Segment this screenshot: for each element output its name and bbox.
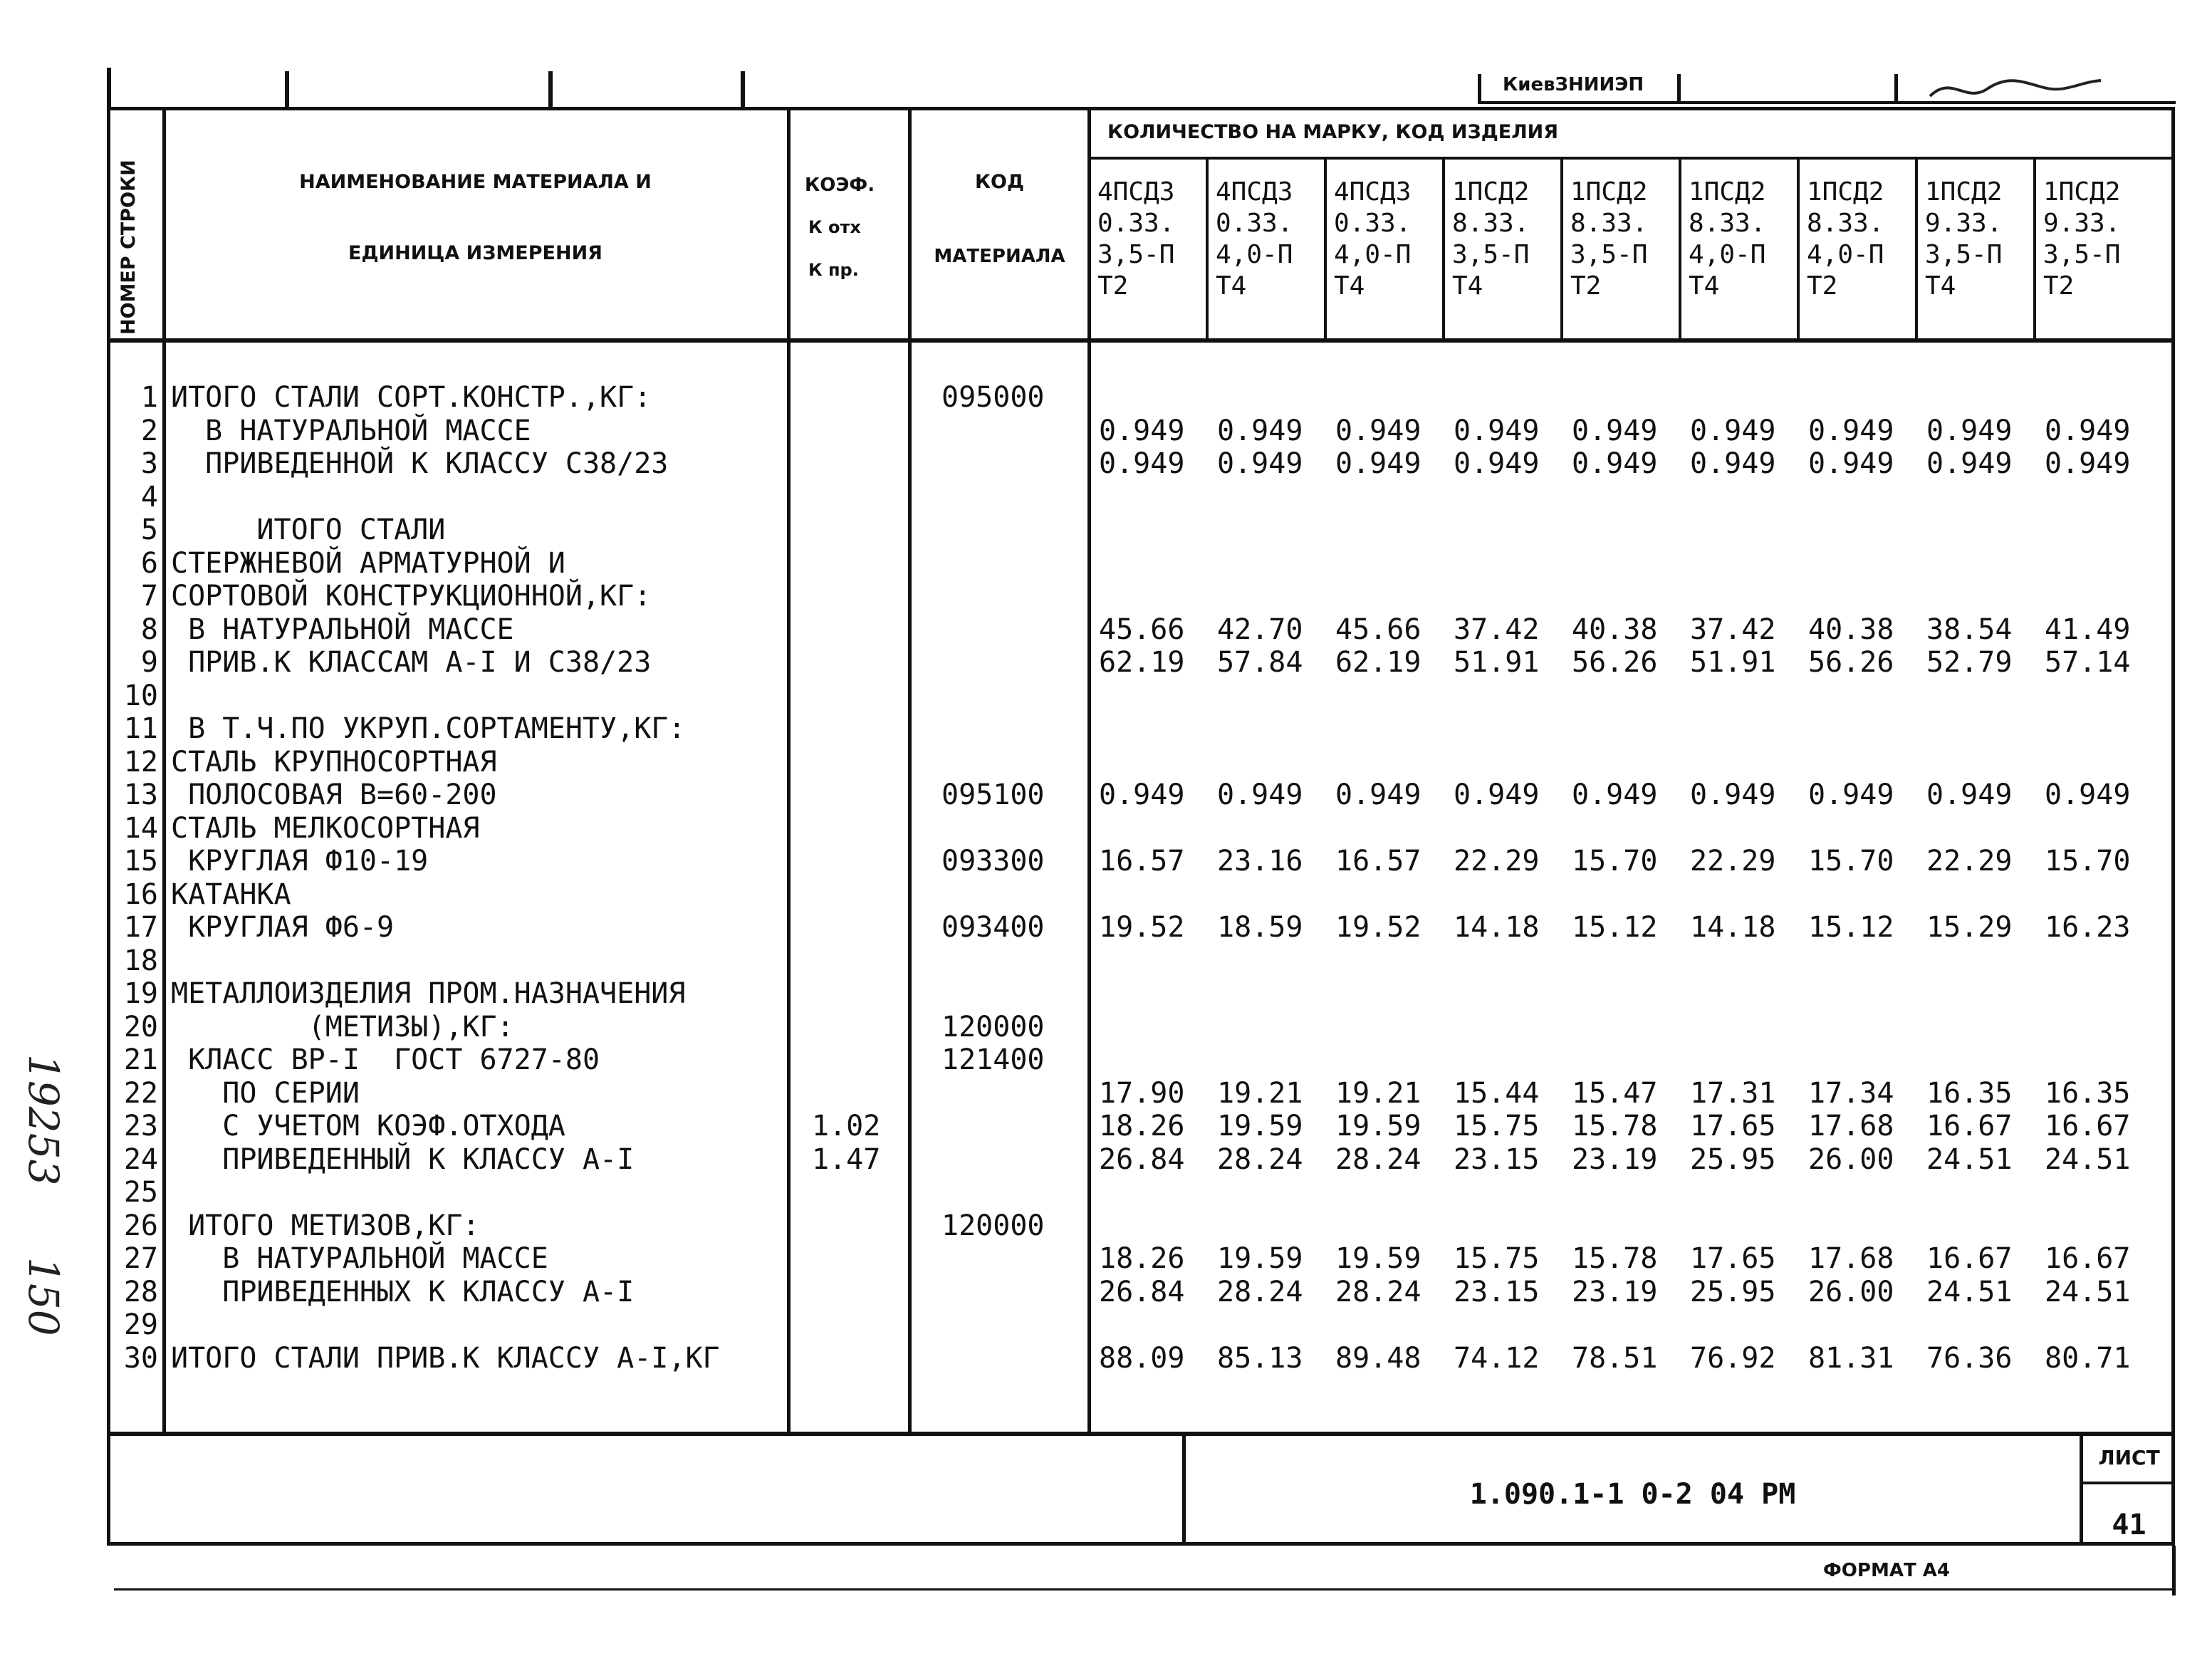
quantity-value: 17.68	[1808, 1110, 1894, 1142]
material-name: ИТОГО МЕТИЗОВ,КГ:	[171, 1209, 480, 1242]
material-name: ИТОГО СТАЛИ	[171, 514, 446, 546]
quantity-value: 76.92	[1690, 1341, 1776, 1375]
quantity-value: 62.19	[1335, 646, 1421, 679]
mark-header-line: 1ПСД2	[2043, 177, 2121, 207]
quantity-value: 24.51	[1926, 1142, 2013, 1176]
mark-header-line: Т2	[1570, 271, 1602, 301]
quantity-value: 19.52	[1335, 911, 1421, 944]
quantity-value: 23.19	[1572, 1142, 1658, 1176]
mark-header-line: 0.33.	[1334, 209, 1412, 238]
quantity-value: 37.42	[1454, 613, 1540, 646]
mark-header-line: 3,5-П	[1925, 240, 2003, 269]
margin-note-1: 19253	[19, 1054, 68, 1186]
row-number: 17	[123, 911, 158, 944]
row-number: 3	[140, 447, 158, 480]
name-label-line1: НАИМЕНОВАНИЕ МАТЕРИАЛА И	[299, 171, 652, 193]
quantity-value: 19.21	[1335, 1076, 1421, 1110]
left-top-tick	[107, 68, 111, 110]
mark-divider	[1560, 158, 1563, 340]
quantity-value: 42.70	[1217, 613, 1303, 646]
top-tick	[285, 71, 289, 107]
material-name: ПРИВЕДЕННОЙ К КЛАССУ С38/23	[171, 447, 669, 480]
quantity-value: 28.24	[1335, 1275, 1421, 1308]
quantity-value: 15.78	[1572, 1242, 1658, 1275]
quantity-value: 40.38	[1808, 613, 1894, 646]
quantity-value: 15.75	[1454, 1242, 1540, 1275]
quantity-value: 15.70	[1572, 845, 1658, 878]
quantity-value: 23.15	[1454, 1275, 1540, 1308]
quantity-value: 16.57	[1335, 845, 1421, 878]
quantity-value: 17.68	[1808, 1242, 1894, 1275]
quantity-value: 18.26	[1099, 1242, 1185, 1275]
mark-header-line: 4ПСДЗ	[1216, 177, 1293, 207]
row-number: 6	[140, 546, 158, 580]
mark-header-line: 1ПСД2	[1807, 177, 1884, 207]
quantity-value: 26.84	[1099, 1142, 1185, 1176]
top-stamp-underline	[1478, 101, 2176, 104]
format-line	[114, 1588, 2176, 1590]
row-number: 9	[140, 646, 158, 679]
material-name: ПРИВЕДЕННЫХ К КЛАССУ А-I	[171, 1275, 635, 1308]
quantity-value: 24.51	[2045, 1275, 2131, 1308]
quantity-value: 25.95	[1690, 1142, 1776, 1176]
mark-header-line: 4,0-П	[1216, 240, 1293, 269]
mark-header-line: 8.33.	[1689, 209, 1766, 238]
mark-divider	[1679, 158, 1681, 340]
quantity-value: 14.18	[1454, 911, 1540, 944]
quantity-value: 78.51	[1572, 1341, 1658, 1375]
quantity-value: 0.949	[1926, 447, 2013, 480]
quantity-value: 0.949	[2045, 414, 2131, 447]
mark-header-line: 3,5-П	[1570, 240, 1648, 269]
row-number: 20	[123, 1010, 158, 1043]
material-code: 095100	[941, 779, 1045, 811]
quantity-value: 62.19	[1099, 646, 1185, 679]
material-name: В Т.Ч.ПО УКРУП.СОРТАМЕНТУ,КГ:	[171, 712, 686, 745]
quantity-value: 88.09	[1099, 1341, 1185, 1375]
quantity-value: 0.949	[1926, 779, 2013, 811]
material-name: В НАТУРАЛЬНОЙ МАССЕ	[171, 613, 514, 646]
material-name: ПОЛОСОВАЯ В=60-200	[171, 779, 497, 811]
mark-header-line: 4ПСДЗ	[1097, 177, 1175, 207]
quantity-value: 15.78	[1572, 1110, 1658, 1142]
mark-header-line: Т4	[1216, 271, 1247, 301]
mark-header-line: 1ПСД2	[1452, 177, 1530, 207]
row-number: 18	[123, 944, 158, 977]
quantity-value: 22.29	[1926, 845, 2013, 878]
row-number: 7	[140, 580, 158, 613]
mark-header-line: 8.33.	[1570, 209, 1648, 238]
quantity-value: 16.57	[1099, 845, 1185, 878]
quantity-value: 51.91	[1454, 646, 1540, 679]
material-code: 093300	[941, 845, 1045, 878]
row-number: 21	[123, 1043, 158, 1076]
sheet-box-line	[2080, 1482, 2175, 1484]
mark-divider	[1324, 158, 1327, 340]
mark-header-line: 4ПСДЗ	[1334, 177, 1412, 207]
mark-header-line: Т2	[1807, 271, 1838, 301]
mark-header-line: Т4	[1689, 271, 1720, 301]
material-code: 095000	[941, 381, 1045, 414]
quantity-value: 16.67	[1926, 1242, 2013, 1275]
col-divider-name	[787, 107, 791, 1432]
quantity-value: 15.75	[1454, 1110, 1540, 1142]
row-number: 13	[123, 779, 158, 811]
quantity-value: 18.59	[1217, 911, 1303, 944]
quantity-value: 85.13	[1217, 1341, 1303, 1375]
quantity-value: 17.65	[1690, 1242, 1776, 1275]
quantity-value: 0.949	[1454, 414, 1540, 447]
quantity-value: 51.91	[1690, 646, 1776, 679]
quantity-header-line	[1087, 157, 2175, 160]
mark-header-line: 0.33.	[1216, 209, 1293, 238]
row-number: 4	[140, 480, 158, 514]
quantity-value: 0.949	[1808, 779, 1894, 811]
quantity-value: 17.65	[1690, 1110, 1776, 1142]
quantity-value: 37.42	[1690, 613, 1776, 646]
material-code: 120000	[941, 1209, 1045, 1242]
mark-header-line: 8.33.	[1807, 209, 1884, 238]
mark-header-line: 3,5-П	[1452, 240, 1530, 269]
row-number: 26	[123, 1209, 158, 1242]
mark-header-line: 4,0-П	[1807, 240, 1884, 269]
quantity-value: 0.949	[1572, 447, 1658, 480]
quantity-value: 28.24	[1217, 1275, 1303, 1308]
mark-header-line: Т2	[2043, 271, 2075, 301]
quantity-value: 56.26	[1808, 646, 1894, 679]
quantity-value: 17.34	[1808, 1076, 1894, 1110]
mark-header-line: 4,0-П	[1689, 240, 1766, 269]
mark-header-line: Т2	[1097, 271, 1129, 301]
material-name: КРУГЛАЯ Ф10-19	[171, 845, 429, 878]
material-name: ПРИВ.К КЛАССАМ А-I И С38/23	[171, 646, 652, 679]
stamp-divider	[1478, 74, 1481, 103]
quantity-value: 15.12	[1572, 911, 1658, 944]
quantity-value: 19.21	[1217, 1076, 1303, 1110]
quantity-value: 0.949	[1926, 414, 2013, 447]
row-number: 14	[123, 811, 158, 845]
mark-header-line: 4,0-П	[1334, 240, 1412, 269]
quantity-value: 0.949	[1572, 414, 1658, 447]
coef-label-line1: КОЭФ.	[805, 175, 875, 196]
row-number-label: НОМЕР СТРОКИ	[118, 160, 140, 335]
quantity-value: 18.26	[1099, 1110, 1185, 1142]
quantity-value: 0.949	[1217, 779, 1303, 811]
mark-divider	[1442, 158, 1445, 340]
row-number: 24	[123, 1142, 158, 1176]
material-name: СТЕРЖНЕВОЙ АРМАТУРНОЙ И	[171, 546, 565, 580]
row-number: 28	[123, 1275, 158, 1308]
quantity-value: 0.949	[1099, 447, 1185, 480]
format-label: ФОРМАТ А4	[1823, 1560, 1950, 1581]
quantity-value: 15.44	[1454, 1076, 1540, 1110]
col-divider-code	[1087, 107, 1091, 1432]
quantity-value: 0.949	[1808, 414, 1894, 447]
mark-divider	[1206, 158, 1209, 340]
material-name: С УЧЕТОМ КОЭФ.ОТХОДА	[171, 1110, 565, 1142]
quantity-value: 28.24	[1335, 1142, 1421, 1176]
quantity-value: 26.84	[1099, 1275, 1185, 1308]
quantity-value: 0.949	[1454, 779, 1540, 811]
quantity-value: 45.66	[1099, 613, 1185, 646]
mark-header-line: 8.33.	[1452, 209, 1530, 238]
header-bottom-line	[107, 338, 2175, 343]
material-name: ИТОГО СТАЛИ ПРИВ.К КЛАССУ А-I,КГ	[171, 1341, 720, 1375]
quantity-value: 56.26	[1572, 646, 1658, 679]
sheet-number: 41	[2112, 1509, 2146, 1541]
quantity-value: 0.949	[1099, 414, 1185, 447]
row-number: 30	[123, 1341, 158, 1375]
doc-code: 1.090.1-1 0-2 04 РМ	[1469, 1478, 1796, 1511]
quantity-value: 0.949	[1217, 414, 1303, 447]
coef-label-line2: К отх	[808, 217, 861, 237]
quantity-value: 41.49	[2045, 613, 2131, 646]
quantity-value: 15.70	[1808, 845, 1894, 878]
top-tick	[548, 71, 553, 107]
mark-header-line: 0.33.	[1097, 209, 1175, 238]
coef-value: 1.02	[812, 1110, 881, 1142]
mark-header-line: 3,5-П	[1097, 240, 1175, 269]
quantity-value: 15.29	[1926, 911, 2013, 944]
format-right-tick	[2172, 1546, 2176, 1595]
quantity-value: 80.71	[2045, 1341, 2131, 1375]
mark-header-line: 9.33.	[1925, 209, 2003, 238]
material-code: 093400	[941, 911, 1045, 944]
quantity-value: 52.79	[1926, 646, 2013, 679]
quantity-value: 0.949	[1099, 779, 1185, 811]
quantity-value: 0.949	[1808, 447, 1894, 480]
margin-note-2: 150	[19, 1257, 68, 1336]
row-number: 27	[123, 1242, 158, 1275]
material-name: СТАЛЬ МЕЛКОСОРТНАЯ	[171, 811, 480, 845]
quantity-value: 15.12	[1808, 911, 1894, 944]
row-number: 10	[123, 679, 158, 712]
quantity-value: 0.949	[1572, 779, 1658, 811]
col-divider-coef	[908, 107, 912, 1432]
mark-header-line: 9.33.	[2043, 209, 2121, 238]
row-number: 23	[123, 1110, 158, 1142]
stamp-divider	[1894, 74, 1898, 103]
quantity-label: КОЛИЧЕСТВО НА МАРКУ, КОД ИЗДЕЛИЯ	[1107, 121, 1559, 143]
quantity-value: 16.67	[2045, 1242, 2131, 1275]
code-label-line2: МАТЕРИАЛА	[934, 246, 1065, 267]
mark-header-line: Т4	[1334, 271, 1365, 301]
quantity-value: 19.52	[1099, 911, 1185, 944]
quantity-value: 0.949	[1690, 779, 1776, 811]
mark-header-line: Т4	[1452, 271, 1483, 301]
mark-divider	[2033, 158, 2036, 340]
material-name: КЛАСС ВР-I ГОСТ 6727-80	[171, 1043, 600, 1076]
row-number: 2	[140, 414, 158, 447]
material-name: КРУГЛАЯ Ф6-9	[171, 911, 395, 944]
quantity-value: 14.18	[1690, 911, 1776, 944]
row-number: 29	[123, 1308, 158, 1341]
quantity-value: 40.38	[1572, 613, 1658, 646]
quantity-value: 89.48	[1335, 1341, 1421, 1375]
row-number: 11	[123, 712, 158, 745]
row-number: 22	[123, 1076, 158, 1110]
material-name: КАТАНКА	[171, 878, 291, 911]
top-stamp: КиевЗНИИЭП	[1503, 74, 1644, 95]
quantity-value: 16.35	[2045, 1076, 2131, 1110]
row-number: 1	[140, 381, 158, 414]
footer-top-line	[107, 1432, 2175, 1436]
quantity-value: 24.51	[1926, 1275, 2013, 1308]
quantity-value: 16.23	[2045, 911, 2131, 944]
row-number: 15	[123, 845, 158, 878]
material-name: ПО СЕРИИ	[171, 1076, 360, 1110]
quantity-value: 22.29	[1690, 845, 1776, 878]
quantity-value: 23.19	[1572, 1275, 1658, 1308]
material-name: В НАТУРАЛЬНОЙ МАССЕ	[171, 414, 531, 447]
material-name: СОРТОВОЙ КОНСТРУКЦИОННОЙ,КГ:	[171, 580, 652, 613]
col-divider-number	[162, 107, 166, 1432]
mark-header-line: Т4	[1925, 271, 1956, 301]
material-code: 120000	[941, 1010, 1045, 1043]
quantity-value: 0.949	[1335, 779, 1421, 811]
material-name: ИТОГО СТАЛИ СОРТ.КОНСТР.,КГ:	[171, 381, 652, 414]
row-number: 12	[123, 745, 158, 779]
quantity-value: 57.14	[2045, 646, 2131, 679]
quantity-value: 23.16	[1217, 845, 1303, 878]
material-name: (МЕТИЗЫ),КГ:	[171, 1010, 514, 1043]
quantity-value: 74.12	[1454, 1341, 1540, 1375]
quantity-value: 17.31	[1690, 1076, 1776, 1110]
quantity-value: 57.84	[1217, 646, 1303, 679]
row-number: 8	[140, 613, 158, 646]
mark-divider	[1797, 158, 1800, 340]
quantity-value: 0.949	[1690, 414, 1776, 447]
mark-header-line: 1ПСД2	[1570, 177, 1648, 207]
quantity-value: 28.24	[1217, 1142, 1303, 1176]
mark-divider	[1915, 158, 1918, 340]
quantity-value: 23.15	[1454, 1142, 1540, 1176]
quantity-value: 45.66	[1335, 613, 1421, 646]
mark-header-line: 1ПСД2	[1925, 177, 2003, 207]
quantity-value: 81.31	[1808, 1341, 1894, 1375]
code-label-line1: КОД	[974, 171, 1025, 193]
quantity-value: 38.54	[1926, 613, 2013, 646]
coef-value: 1.47	[812, 1142, 881, 1176]
quantity-value: 24.51	[2045, 1142, 2131, 1176]
quantity-value: 16.67	[1926, 1110, 2013, 1142]
quantity-value: 25.95	[1690, 1275, 1776, 1308]
coef-label-line3: К пр.	[808, 260, 859, 280]
quantity-value: 26.00	[1808, 1142, 1894, 1176]
row-number: 5	[140, 514, 158, 546]
quantity-value: 0.949	[1690, 447, 1776, 480]
material-code: 121400	[941, 1043, 1045, 1076]
quantity-value: 22.29	[1454, 845, 1540, 878]
mark-header-line: 1ПСД2	[1689, 177, 1766, 207]
row-number: 16	[123, 878, 158, 911]
top-tick	[741, 71, 745, 107]
name-label-line2: ЕДИНИЦА ИЗМЕРЕНИЯ	[348, 242, 602, 264]
material-name: МЕТАЛЛОИЗДЕЛИЯ ПРОМ.НАЗНАЧЕНИЯ	[171, 977, 686, 1010]
quantity-value: 0.949	[1454, 447, 1540, 480]
row-number: 25	[123, 1176, 158, 1209]
quantity-value: 15.47	[1572, 1076, 1658, 1110]
quantity-value: 0.949	[1217, 447, 1303, 480]
quantity-value: 15.70	[2045, 845, 2131, 878]
stamp-divider	[1677, 74, 1681, 103]
quantity-value: 76.36	[1926, 1341, 2013, 1375]
row-number: 19	[123, 977, 158, 1010]
sheet-label: ЛИСТ	[2098, 1446, 2160, 1469]
quantity-value: 16.67	[2045, 1110, 2131, 1142]
material-name: СТАЛЬ КРУПНОСОРТНАЯ	[171, 745, 497, 779]
material-name: В НАТУРАЛЬНОЙ МАССЕ	[171, 1242, 548, 1275]
quantity-value: 0.949	[2045, 447, 2131, 480]
quantity-value: 0.949	[1335, 414, 1421, 447]
quantity-value: 19.59	[1335, 1242, 1421, 1275]
quantity-value: 17.90	[1099, 1076, 1185, 1110]
quantity-value: 19.59	[1335, 1110, 1421, 1142]
quantity-value: 26.00	[1808, 1275, 1894, 1308]
quantity-value: 19.59	[1217, 1110, 1303, 1142]
quantity-value: 0.949	[1335, 447, 1421, 480]
quantity-value: 16.35	[1926, 1076, 2013, 1110]
quantity-value: 19.59	[1217, 1242, 1303, 1275]
quantity-value: 0.949	[2045, 779, 2131, 811]
mark-header-line: 3,5-П	[2043, 240, 2121, 269]
material-name: ПРИВЕДЕННЫЙ К КЛАССУ А-I	[171, 1142, 635, 1176]
